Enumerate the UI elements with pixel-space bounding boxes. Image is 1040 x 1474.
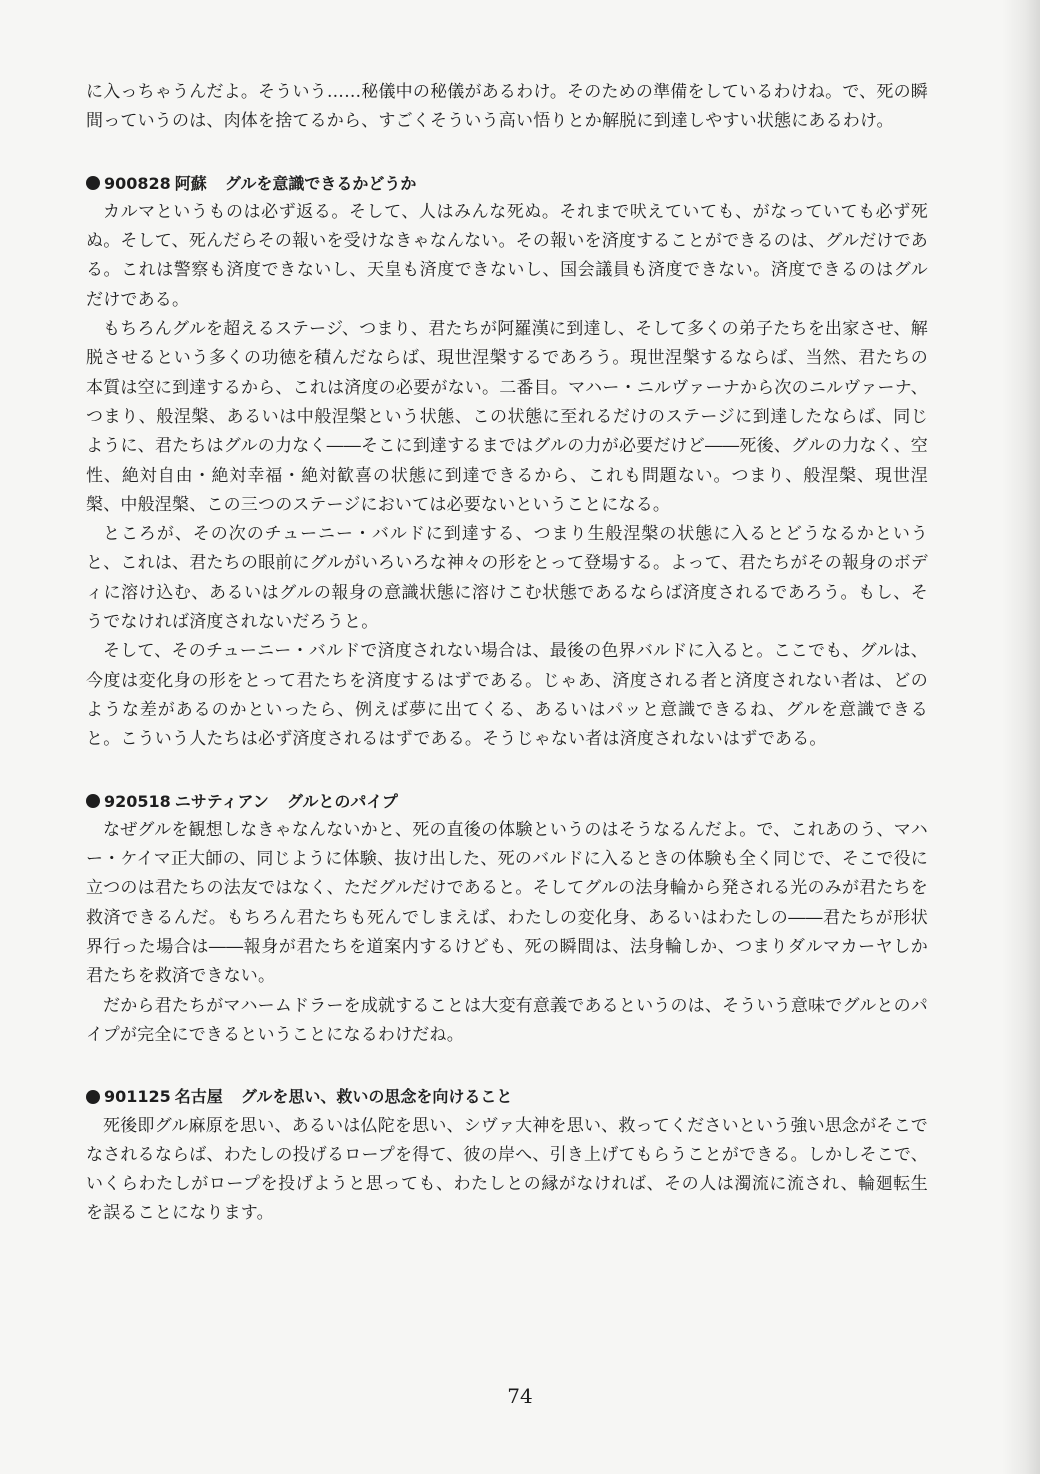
section-paragraph: 死後即グル麻原を思い、あるいは仏陀を思い、シヴァ大神を思い、救ってくださいという強い思念がそこでなされるならば、わたしの投げるロープを得て、彼の岸へ、引き上げてもらうことができる。しかしそこで、いくらわたしがロープを投げようと思っても、わたしとの縁がなければ、その人は濁流に流され、輪廻転生を誤ることになります。 [86, 1115, 928, 1224]
section-gap [86, 755, 928, 787]
section-place: 阿蘇 [174, 173, 207, 193]
section-paragraph: もちろんグルを超えるステージ、つまり、君たちが阿羅漢に到達し、そして多くの弟子たちを出家させ、解脱させるという多くの功徳を積んだならば、現世涅槃するであろう。現世涅槃するならば、当然、君たちの本質は空に到達するから、これは済度の必要がない。二番目。マハー・ニルヴァーナから次のニルヴァーナ、つまり、般涅槃、あるいは中般涅槃という状態、この状態に至れるだけのステージに到達したならば、同じように、君たちはグルの力なく――そこに到達するまではグルの力が必要だけど――死後、グルの力なく、空性、絶対自由・絶対幸福・絶対歓喜の状態に到達できるから、これも問題ない。つまり、般涅槃、現世涅槃、中般涅槃、この三つのステージにおいては必要ないということになる。 [86, 319, 928, 515]
section-paragraph: ところが、その次のチューニー・バルドに到達する、つまり生般涅槃の状態に入るとどうなるかというと、これは、君たちの眼前にグルがいろいろな神々の形をとって登場する。よって、君たちがその報身のボディに溶け込む、あるいはグルの報身の意識状態に溶けこむ状態であるならば済度されるであろう。もし、そうでなければ済度されないだろうと。 [86, 524, 928, 633]
section-paragraph: だから君たちがマハームドラーを成就することは大変有意義であるというのは、そういう意味でグルとのパイプが完全にできるということになるわけだね。 [86, 995, 928, 1045]
section-paragraph: カルマというものは必ず返る。そして、人はみんな死ぬ。それまで吠えていても、がなっていても必ず死ぬ。そして、死んだらその報いを受けなきゃなんない。その報いを済度することができるのは、グルだけである。これは警察も済度できないし、天皇も済度できないし、国会議員も済度できない。済度できるのはグルだけである。 [86, 201, 928, 310]
section-code: 900828 [104, 173, 171, 193]
section-heading [86, 169, 928, 198]
section-paragraph: そして、そのチューニー・バルドで済度されない場合は、最後の色界バルドに入ると。ここでも、グルは、今度は変化身の形をとって君たちを済度するはずである。じゃあ、済度される者と済度されない者は、どのような差があるのかといったら、例えば夢に出てくる、あるいはパッと意識できるね、グルを意識できると。こういう人たちは必ず済度されるはずである。そうじゃない者は済度されないはずである。 [86, 641, 928, 750]
bullet-icon [86, 794, 100, 808]
section-3 [86, 1082, 928, 1228]
page-number: 74 [507, 1384, 533, 1408]
page-content [86, 78, 928, 1229]
section-paragraph: なぜグルを観想しなきゃなんないかと、死の直後の体験というのはそうなるんだよ。で、これあのう、マハー・ケイマ正大師の、同じように体験、抜け出した、死のバルドに入るときの体験も全く同じで、そこで役に立つのは君たちの法友ではなく、ただグルだけであると。そしてグルの法身輪から発される光のみが君たちを救済できるんだ。もちろん君たちも死んでしまえば、わたしの変化身、あるいはわたしの――君たちが形状界行った場合は――報身が君たちを道案内するけども、死の瞬間は、法身輪しか、つまりダルマカーヤしか君たちを救済できない。 [86, 819, 928, 987]
section-title: グルとのパイプ [286, 791, 398, 811]
section-gap [86, 1050, 928, 1082]
intro-paragraph: に入っちゃうんだよ。そういう……秘儀中の秘儀があるわけ。そのための準備をしているわけね。で、死の瞬間っていうのは、肉体を捨てるから、すごくそういう高い悟りとか解脱に到達しやすい状態にあるわけ。 [86, 82, 928, 132]
section-heading [86, 1082, 928, 1111]
section-1 [86, 169, 928, 755]
section-gap [86, 137, 928, 169]
section-title: グルを意識できるかどうか [224, 173, 417, 193]
page-edge-shadow [1002, 0, 1040, 1474]
section-place: ニサティアン [174, 791, 269, 811]
bullet-icon [86, 1090, 100, 1104]
section-code: 920518 [104, 791, 171, 811]
section-2 [86, 787, 928, 1051]
section-heading [86, 787, 928, 816]
bullet-icon [86, 176, 100, 190]
section-code: 901125 [104, 1087, 171, 1107]
section-place: 名古屋 [174, 1087, 223, 1107]
section-title: グルを思い、救いの思念を向けること [240, 1087, 513, 1107]
